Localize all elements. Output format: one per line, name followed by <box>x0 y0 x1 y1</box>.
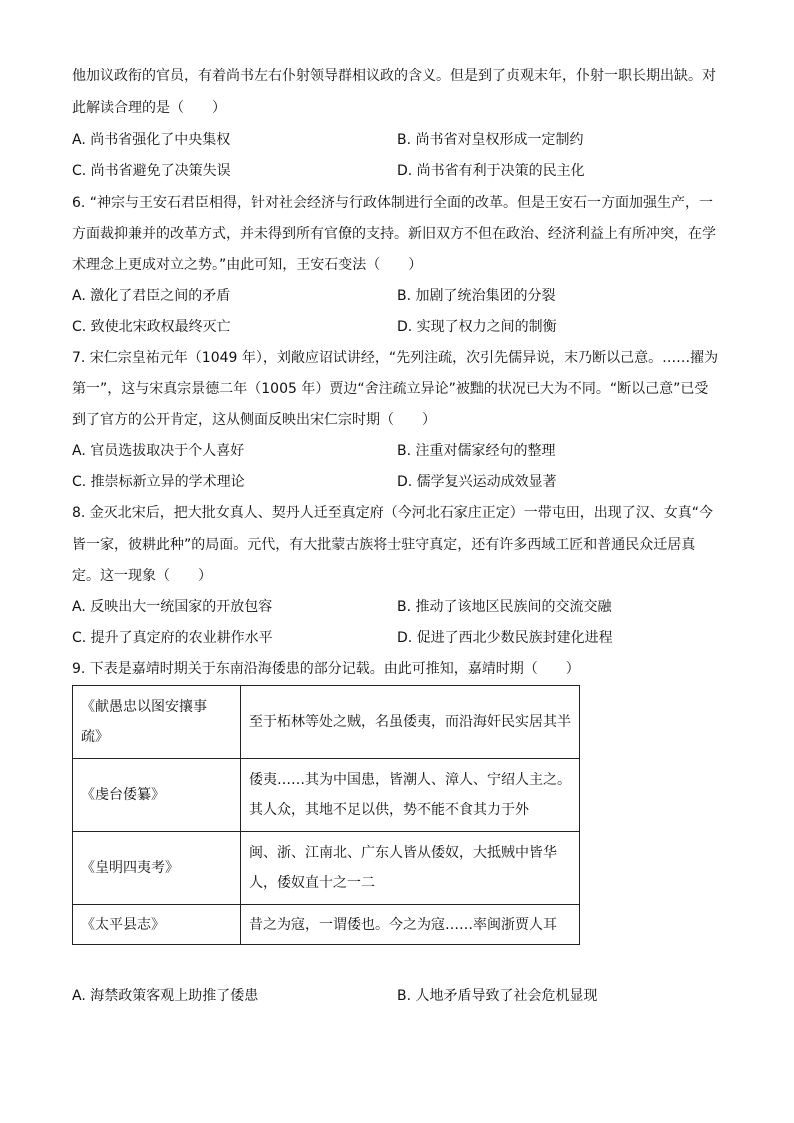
q5-option-b: B. 尚书省对皇权形成一定制约 <box>397 132 584 148</box>
q5-option-c: C. 尚书省避免了决策失误 <box>72 163 231 179</box>
q6-option-d: D. 实现了权力之间的制衡 <box>397 319 557 335</box>
q9-option-a: A. 海禁政策客观上助推了倭患 <box>72 988 259 1004</box>
text-line: 人，倭奴直十之一二 <box>249 875 375 891</box>
q6-option-a: A. 激化了君臣之间的矛盾 <box>72 288 231 304</box>
text-line: 闽、浙、江南北、广东人皆从倭奴，大抵贼中皆华 <box>249 845 557 861</box>
q9-stem-line-1: 9. 下表是嘉靖时期关于东南沿海倭患的部分记载。由此可推知，嘉靖时期（ ） <box>72 661 580 677</box>
q8-stem-line-2: 皆一家，彼耕此种”的局面。元代，有大批蒙古族将士驻守真定，还有许多西域工匠和普通民众迁居真 <box>72 537 696 553</box>
q9-option-b: B. 人地矛盾导致了社会危机显现 <box>397 988 598 1004</box>
q5-stem-line-1: 他加议政衔的官员，有着尚书左右仆射领导群相议政的含义。但是到了贞观末年，仆射一职长期出缺。对 <box>72 68 716 84</box>
table-cell-source <box>73 832 241 905</box>
q8-option-d: D. 促进了西北少数民族封建化进程 <box>397 630 613 646</box>
q7-stem-line-2: 第一”，这与宋真宗景德二年（1005 年）贾边“舍注疏立异论”被黜的状况已大为不同。“断以己意”已受 <box>72 381 709 397</box>
table-row <box>73 905 580 945</box>
table-cell-source <box>73 686 241 759</box>
q7-option-c: C. 推崇标新立异的学术理论 <box>72 474 245 490</box>
text-line: 其人众，其地不足以供，势不能不食其力于外 <box>249 802 529 818</box>
q8-stem-line-3: 定。这一现象（ ） <box>72 568 212 584</box>
text-line: 昔之为寇，一谓倭也。今之为寇……率闽浙贾人耳 <box>249 916 557 933</box>
table-cell-source <box>73 759 241 832</box>
q6-option-c: C. 致使北宋政权最终灭亡 <box>72 319 231 335</box>
q7-stem-line-3: 到了官方的公开肯定，这从侧面反映出宋仁宗时期（ ） <box>72 412 436 428</box>
q8-stem-line-1: 8. 金灭北宋后，把大批女真人、契丹人迁至真定府（今河北石家庄正定）一带屯田，出现了汉、女真“今 <box>72 505 714 521</box>
table-cell-source <box>73 905 241 945</box>
source-line: 《虔台倭纂》 <box>81 787 165 803</box>
q7-stem-line-1: 7. 宋仁宗皇祐元年（1049 年），刘敞应诏试讲经，“先列注疏，次引先儒异说，末乃断以己意。……擢为 <box>72 350 719 366</box>
source-line: 《皇明四夷考》 <box>81 860 179 876</box>
text-line: 倭夷……其为中国患，皆潮人、漳人、宁绍人主之。 <box>249 772 571 788</box>
q5-option-a: A. 尚书省强化了中央集权 <box>72 132 231 148</box>
q5-option-d: D. 尚书省有利于决策的民主化 <box>397 163 585 179</box>
q6-stem-line-2: 方面裁抑兼并的改革方式，并未得到所有官僚的支持。新旧双方不但在政治、经济利益上有所冲突，在学 <box>72 226 716 242</box>
q6-stem-line-1: 6. “神宗与王安石君臣相得，针对社会经济与行政体制进行全面的改革。但是王安石一方面加强生产，一 <box>72 195 714 211</box>
q6-option-b: B. 加剧了统治集团的分裂 <box>397 288 556 304</box>
table-cell-text <box>241 759 580 832</box>
table-row <box>73 759 580 832</box>
table-cell-text <box>241 686 580 759</box>
table-row <box>73 686 580 759</box>
q7-option-b: B. 注重对儒家经句的整理 <box>397 443 556 459</box>
table-cell-text <box>241 905 580 945</box>
q5-stem-line-2: 此解读合理的是（ ） <box>72 100 226 116</box>
q8-option-b: B. 推动了该地区民族间的交流交融 <box>397 599 612 615</box>
table-cell-text <box>241 832 580 905</box>
q6-stem-line-3: 术理念上更成对立之势。”由此可知，王安石变法（ ） <box>72 257 423 273</box>
source-line: 《献愚忠以图安攘事 <box>81 699 207 715</box>
q8-option-a: A. 反映出大一统国家的开放包容 <box>72 599 273 615</box>
text-line: 至于柘林等处之贼，名虽倭夷，而沿海奸民实居其半 <box>249 714 571 730</box>
q7-option-a: A. 官员选拔取决于个人喜好 <box>72 443 245 459</box>
table-row <box>73 832 580 905</box>
source-line: 《太平县志》 <box>81 916 165 933</box>
records-table <box>72 685 580 945</box>
q8-option-c: C. 提升了真定府的农业耕作水平 <box>72 630 273 646</box>
q7-option-d: D. 儒学复兴运动成效显著 <box>397 474 557 490</box>
source-line: 疏》 <box>81 729 109 745</box>
